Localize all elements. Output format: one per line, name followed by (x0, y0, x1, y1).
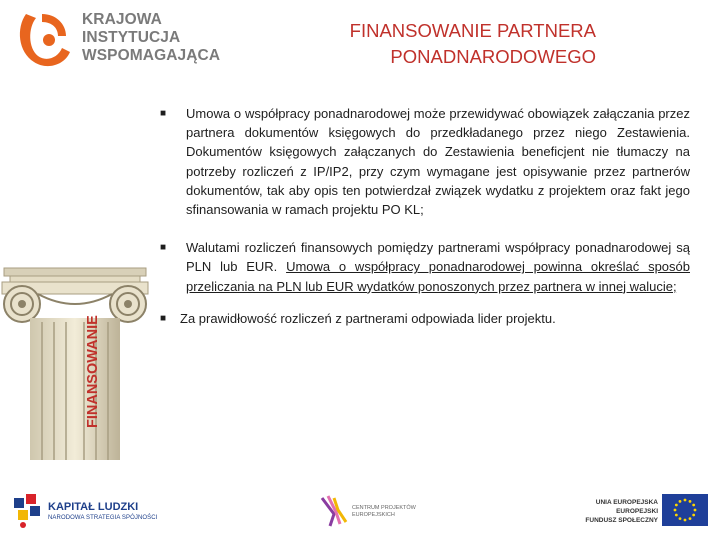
eu-star-icon (689, 517, 692, 520)
slide-title-line-2: PONADNARODOWEGO (390, 46, 596, 67)
cpe-line-1: CENTRUM PROJEKTÓW (352, 505, 416, 511)
ionic-column-icon (0, 264, 150, 460)
eu-star-icon (684, 499, 687, 502)
list-item (160, 238, 690, 296)
list-item-text: Za prawidłowość rozliczeń z partnerami odpowiada lider projektu. (180, 310, 556, 326)
bullet-list (160, 104, 690, 328)
logo-line-1: KRAJOWA (82, 11, 162, 28)
eu-star-icon (694, 509, 697, 512)
cpe-line-2: EUROPEJSKICH (352, 512, 395, 518)
bullet-icon: ■ (160, 242, 167, 254)
slide-title (350, 18, 596, 70)
list-item-underlined-text: Umowa o współpracy ponadnarodowej powinna określać sposób przeliczania na PLN lub EUR wydatków ponoszonych przez partnera w innej walucie; (186, 259, 690, 294)
ue-line-2: EUROPEJSKI (616, 508, 658, 515)
eu-star-icon (689, 500, 692, 503)
list-item-text: Umowa o współpracy ponadnarodowej może przewidywać obowiązek załączania przez partnera dokumentów księgowych do przedkładanego przez niego Zestawienia. Dokumentów księgowych załączanych do Zestawienia beneficjent nie tłumaczy na potrzeby rozliczeń z IP/IP2, przy czym wymagane jest opisywanie przez partnerów dokumentów, tak aby opis ten potwierdzał związek wydatku z projektem oraz fakt jego sfinansowania w ramach projektu PO KL; (186, 106, 690, 218)
cpe-logo-icon (318, 492, 350, 530)
kiw-logo-text (82, 11, 220, 65)
list-item (160, 309, 690, 328)
eu-star-icon (692, 504, 695, 507)
ue-line-1: UNIA EUROPEJSKA (595, 499, 658, 506)
logo-line-3: WSPOMAGAJĄCA (82, 47, 221, 64)
eu-star-icon (684, 519, 687, 522)
eu-star-icon (674, 509, 677, 512)
kapital-ludzki-logo-icon (12, 490, 44, 530)
kapital-ludzki-subtitle: NARODOWA STRATEGIA SPÓJNOŚCI (48, 515, 158, 521)
vertical-section-label: FINANSOWANIE (85, 315, 101, 428)
kapital-ludzki-title: KAPITAŁ LUDZKI (48, 501, 139, 513)
slide-title-line-1: FINANSOWANIE PARTNERA (349, 20, 596, 41)
kiw-logo-icon (16, 8, 74, 70)
list-item-text: Walutami rozliczeń finansowych pomiędzy partnerami współpracy ponadnarodowej są PLN lub EUR. (186, 240, 690, 275)
list-item (160, 104, 690, 219)
bullet-icon: ■ (160, 108, 167, 119)
cpe-logo-text (352, 505, 416, 519)
eu-star-icon (675, 504, 678, 507)
eu-star-icon (692, 514, 695, 517)
ue-line-3: FUNDUSZ SPOŁECZNY (585, 517, 658, 524)
bullet-icon: ■ (160, 312, 167, 324)
eu-star-icon (679, 500, 682, 503)
eu-star-icon (679, 517, 682, 520)
eu-star-icon (675, 514, 678, 517)
eu-flag-icon (662, 494, 708, 526)
logo-line-2: INSTYTUCJA (82, 29, 181, 46)
ue-logo-text (585, 498, 658, 525)
